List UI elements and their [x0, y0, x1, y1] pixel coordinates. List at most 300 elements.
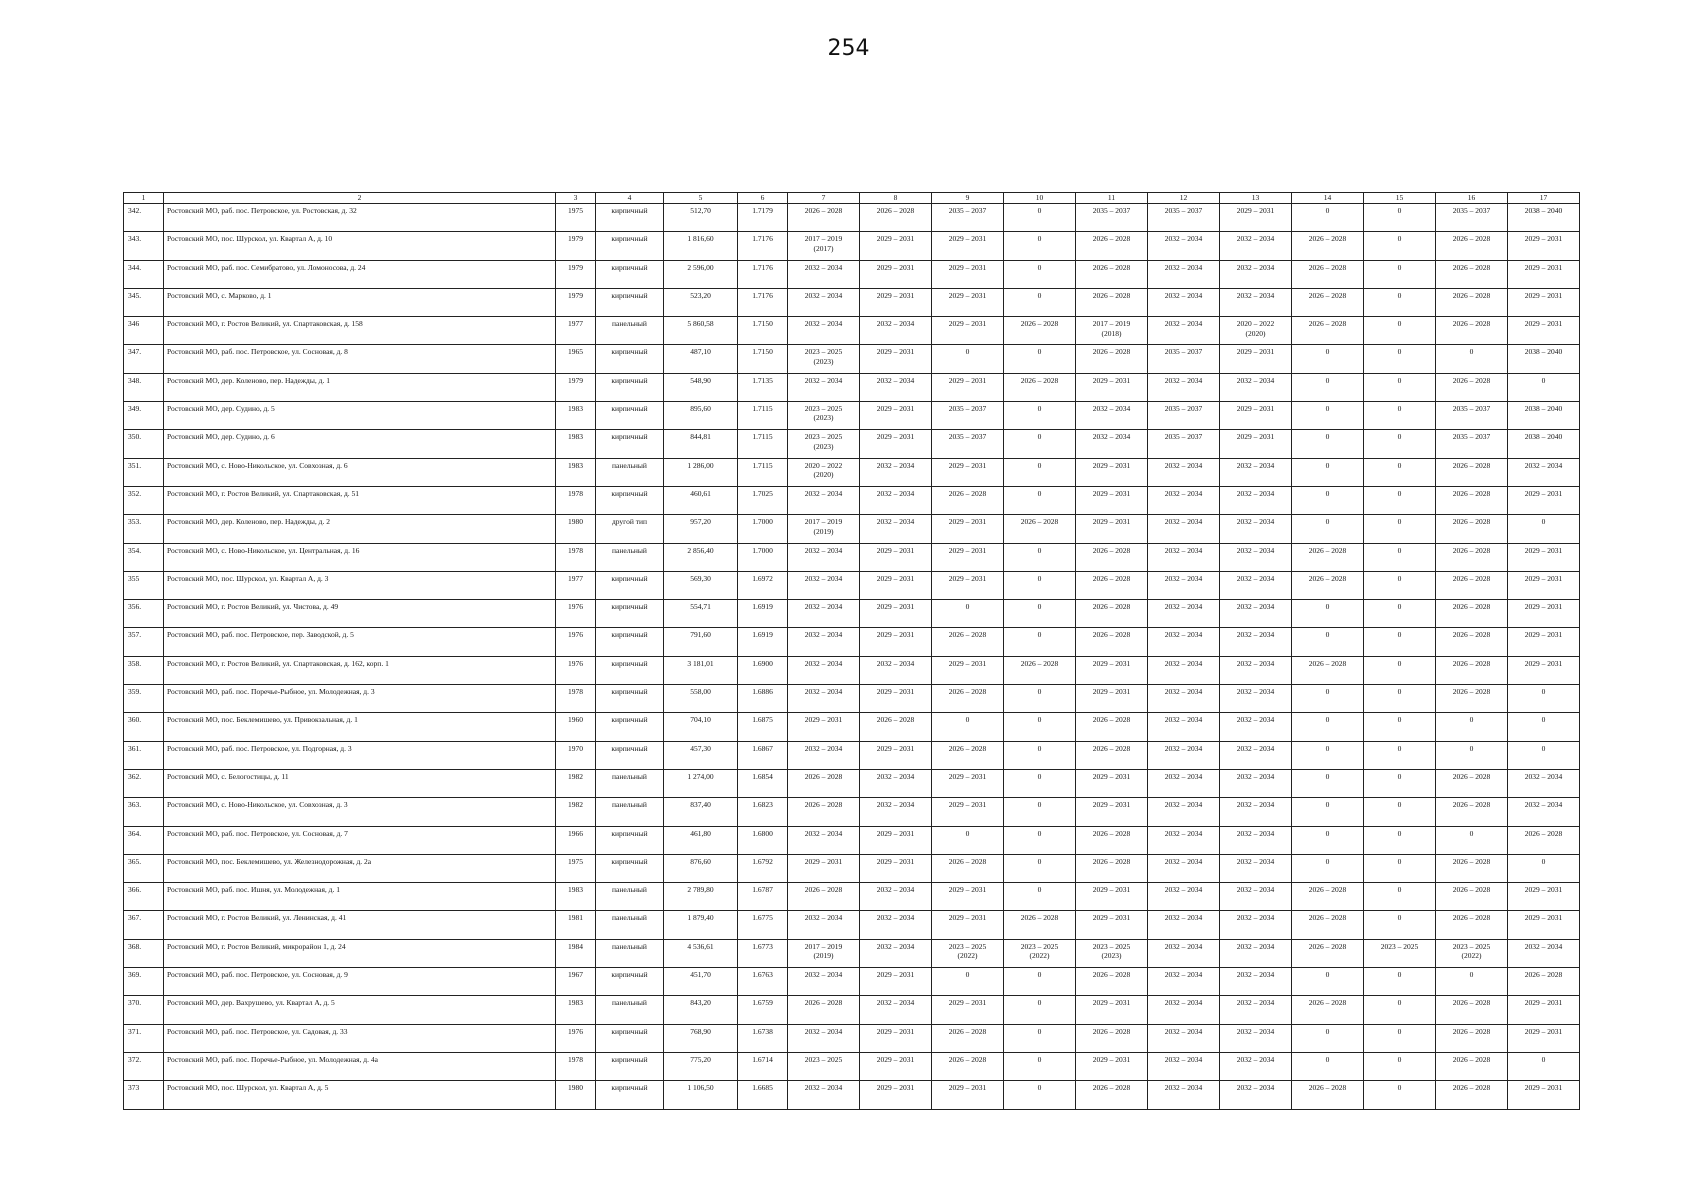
cell-col-6: 1.7176 — [738, 288, 788, 316]
cell-col-10: 0 — [1004, 628, 1076, 656]
cell-col-2: Ростовский МО, г. Ростов Великий, микрорайон 1, д. 24 — [164, 939, 556, 967]
cell-col-10: 0 — [1004, 798, 1076, 826]
cell-col-16: 2026 – 2028 — [1436, 685, 1508, 713]
table-row — [124, 543, 1580, 571]
cell-col-8: 2029 – 2031 — [860, 288, 932, 316]
cell-col-16: 2026 – 2028 — [1436, 373, 1508, 401]
cell-col-12: 2032 – 2034 — [1148, 317, 1220, 345]
cell-col-6: 1.6775 — [738, 911, 788, 939]
table-row — [124, 430, 1580, 458]
cell-col-2: Ростовский МО, с. Ново-Никольское, ул. Совхозная, д. 3 — [164, 798, 556, 826]
cell-col-8: 2032 – 2034 — [860, 373, 932, 401]
cell-col-5: 558,00 — [664, 685, 738, 713]
cell-col-10: 0 — [1004, 345, 1076, 373]
cell-col-7: 2023 – 2025 (2023) — [788, 402, 860, 430]
cell-col-6: 1.6792 — [738, 854, 788, 882]
cell-col-15: 0 — [1364, 260, 1436, 288]
cell-col-12: 2032 – 2034 — [1148, 656, 1220, 684]
cell-col-6: 1.6972 — [738, 571, 788, 599]
cell-col-8: 2032 – 2034 — [860, 317, 932, 345]
cell-col-14: 2026 – 2028 — [1292, 571, 1364, 599]
cell-col-7: 2023 – 2025 — [788, 1052, 860, 1080]
cell-col-2: Ростовский МО, раб. пос. Петровское, ул. Сосновая, д. 7 — [164, 826, 556, 854]
cell-col-3: 1979 — [556, 260, 596, 288]
cell-col-2: Ростовский МО, с. Белогостицы, д. 11 — [164, 769, 556, 797]
cell-col-12: 2032 – 2034 — [1148, 854, 1220, 882]
cell-col-2: Ростовский МО, раб. пос. Поречье-Рыбное, ул. Молодежная, д. 3 — [164, 685, 556, 713]
cell-col-10: 2026 – 2028 — [1004, 515, 1076, 543]
cell-col-8: 2029 – 2031 — [860, 628, 932, 656]
cell-col-10: 0 — [1004, 741, 1076, 769]
cell-col-15: 0 — [1364, 628, 1436, 656]
cell-col-11: 2029 – 2031 — [1076, 1052, 1148, 1080]
header-col-10: 10 — [1004, 193, 1076, 204]
cell-col-8: 2026 – 2028 — [860, 713, 932, 741]
cell-col-7: 2032 – 2034 — [788, 826, 860, 854]
cell-col-15: 0 — [1364, 741, 1436, 769]
cell-col-17: 2029 – 2031 — [1508, 883, 1580, 911]
cell-col-14: 0 — [1292, 769, 1364, 797]
cell-col-13: 2032 – 2034 — [1220, 1024, 1292, 1052]
cell-col-12: 2035 – 2037 — [1148, 204, 1220, 232]
cell-col-7: 2032 – 2034 — [788, 260, 860, 288]
cell-col-10: 0 — [1004, 288, 1076, 316]
cell-col-11: 2026 – 2028 — [1076, 288, 1148, 316]
cell-col-15: 0 — [1364, 769, 1436, 797]
header-col-5: 5 — [664, 193, 738, 204]
cell-col-13: 2032 – 2034 — [1220, 713, 1292, 741]
cell-col-8: 2029 – 2031 — [860, 260, 932, 288]
cell-col-13: 2032 – 2034 — [1220, 769, 1292, 797]
cell-col-4: кирпичный — [596, 854, 664, 882]
page-number: 254 — [827, 36, 870, 61]
cell-col-1: 357. — [124, 628, 164, 656]
cell-col-10: 0 — [1004, 430, 1076, 458]
cell-col-13: 2032 – 2034 — [1220, 883, 1292, 911]
cell-col-11: 2029 – 2031 — [1076, 515, 1148, 543]
cell-col-1: 358. — [124, 656, 164, 684]
cell-col-2: Ростовский МО, пос. Шурскол, ул. Квартал А, д. 10 — [164, 232, 556, 260]
cell-col-5: 1 274,00 — [664, 769, 738, 797]
table-row — [124, 741, 1580, 769]
cell-col-17: 2029 – 2031 — [1508, 571, 1580, 599]
cell-col-15: 0 — [1364, 515, 1436, 543]
cell-col-15: 0 — [1364, 685, 1436, 713]
cell-col-10: 0 — [1004, 1052, 1076, 1080]
cell-col-12: 2032 – 2034 — [1148, 458, 1220, 486]
cell-col-15: 0 — [1364, 486, 1436, 514]
cell-col-3: 1975 — [556, 204, 596, 232]
cell-col-4: кирпичный — [596, 600, 664, 628]
cell-col-11: 2026 – 2028 — [1076, 600, 1148, 628]
cell-col-1: 367. — [124, 911, 164, 939]
cell-col-1: 370. — [124, 996, 164, 1024]
cell-col-17: 2029 – 2031 — [1508, 911, 1580, 939]
cell-col-2: Ростовский МО, с. Марково, д. 1 — [164, 288, 556, 316]
cell-col-15: 0 — [1364, 656, 1436, 684]
cell-col-5: 957,20 — [664, 515, 738, 543]
cell-col-12: 2032 – 2034 — [1148, 571, 1220, 599]
cell-col-9: 2026 – 2028 — [932, 1024, 1004, 1052]
cell-col-16: 2026 – 2028 — [1436, 656, 1508, 684]
cell-col-1: 350. — [124, 430, 164, 458]
header-col-12: 12 — [1148, 193, 1220, 204]
cell-col-3: 1977 — [556, 571, 596, 599]
cell-col-13: 2032 – 2034 — [1220, 656, 1292, 684]
cell-col-10: 2026 – 2028 — [1004, 911, 1076, 939]
table-row — [124, 458, 1580, 486]
cell-col-1: 346 — [124, 317, 164, 345]
cell-col-13: 2032 – 2034 — [1220, 911, 1292, 939]
cell-col-12: 2032 – 2034 — [1148, 1024, 1220, 1052]
cell-col-10: 0 — [1004, 996, 1076, 1024]
cell-col-10: 0 — [1004, 204, 1076, 232]
cell-col-8: 2029 – 2031 — [860, 430, 932, 458]
cell-col-4: кирпичный — [596, 373, 664, 401]
cell-col-10: 0 — [1004, 685, 1076, 713]
cell-col-9: 0 — [932, 826, 1004, 854]
cell-col-5: 895,60 — [664, 402, 738, 430]
cell-col-7: 2032 – 2034 — [788, 968, 860, 996]
cell-col-5: 704,10 — [664, 713, 738, 741]
cell-col-14: 2026 – 2028 — [1292, 232, 1364, 260]
cell-col-12: 2032 – 2034 — [1148, 515, 1220, 543]
cell-col-11: 2026 – 2028 — [1076, 232, 1148, 260]
cell-col-2: Ростовский МО, раб. пос. Петровское, ул. Сосновая, д. 9 — [164, 968, 556, 996]
cell-col-13: 2032 – 2034 — [1220, 628, 1292, 656]
cell-col-8: 2032 – 2034 — [860, 996, 932, 1024]
cell-col-3: 1976 — [556, 600, 596, 628]
cell-col-15: 0 — [1364, 402, 1436, 430]
cell-col-12: 2032 – 2034 — [1148, 769, 1220, 797]
cell-col-3: 1980 — [556, 515, 596, 543]
cell-col-16: 0 — [1436, 713, 1508, 741]
cell-col-3: 1967 — [556, 968, 596, 996]
cell-col-8: 2032 – 2034 — [860, 939, 932, 967]
cell-col-9: 2029 – 2031 — [932, 996, 1004, 1024]
cell-col-7: 2026 – 2028 — [788, 883, 860, 911]
cell-col-4: кирпичный — [596, 826, 664, 854]
cell-col-12: 2032 – 2034 — [1148, 939, 1220, 967]
cell-col-13: 2032 – 2034 — [1220, 373, 1292, 401]
cell-col-9: 2026 – 2028 — [932, 486, 1004, 514]
cell-col-6: 1.7115 — [738, 430, 788, 458]
cell-col-17: 2026 – 2028 — [1508, 968, 1580, 996]
cell-col-8: 2029 – 2031 — [860, 232, 932, 260]
cell-col-5: 843,20 — [664, 996, 738, 1024]
table-row — [124, 1081, 1580, 1109]
cell-col-4: панельный — [596, 769, 664, 797]
cell-col-14: 0 — [1292, 741, 1364, 769]
cell-col-12: 2032 – 2034 — [1148, 798, 1220, 826]
cell-col-2: Ростовский МО, дер. Коленово, пер. Надежды, д. 1 — [164, 373, 556, 401]
cell-col-16: 2026 – 2028 — [1436, 486, 1508, 514]
cell-col-1: 365. — [124, 854, 164, 882]
cell-col-17: 2032 – 2034 — [1508, 939, 1580, 967]
cell-col-1: 352. — [124, 486, 164, 514]
cell-col-3: 1983 — [556, 883, 596, 911]
header-col-14: 14 — [1292, 193, 1364, 204]
cell-col-7: 2023 – 2025 (2023) — [788, 345, 860, 373]
cell-col-8: 2029 – 2031 — [860, 854, 932, 882]
cell-col-6: 1.6763 — [738, 968, 788, 996]
cell-col-7: 2017 – 2019 (2017) — [788, 232, 860, 260]
cell-col-17: 2026 – 2028 — [1508, 826, 1580, 854]
table-row — [124, 1052, 1580, 1080]
cell-col-13: 2032 – 2034 — [1220, 232, 1292, 260]
cell-col-8: 2032 – 2034 — [860, 911, 932, 939]
cell-col-16: 2026 – 2028 — [1436, 458, 1508, 486]
cell-col-3: 1979 — [556, 288, 596, 316]
cell-col-4: кирпичный — [596, 741, 664, 769]
cell-col-15: 0 — [1364, 1052, 1436, 1080]
cell-col-5: 844,81 — [664, 430, 738, 458]
cell-col-4: панельный — [596, 317, 664, 345]
cell-col-2: Ростовский МО, пос. Шурскол, ул. Квартал А, д. 5 — [164, 1081, 556, 1109]
cell-col-6: 1.6800 — [738, 826, 788, 854]
cell-col-4: панельный — [596, 939, 664, 967]
cell-col-7: 2032 – 2034 — [788, 600, 860, 628]
cell-col-6: 1.7176 — [738, 260, 788, 288]
cell-col-7: 2020 – 2022 (2020) — [788, 458, 860, 486]
cell-col-9: 2035 – 2037 — [932, 402, 1004, 430]
cell-col-13: 2032 – 2034 — [1220, 600, 1292, 628]
cell-col-3: 1978 — [556, 486, 596, 514]
cell-col-17: 2029 – 2031 — [1508, 317, 1580, 345]
cell-col-4: кирпичный — [596, 571, 664, 599]
cell-col-2: Ростовский МО, дер. Судино, д. 5 — [164, 402, 556, 430]
cell-col-7: 2032 – 2034 — [788, 1024, 860, 1052]
cell-col-5: 5 860,58 — [664, 317, 738, 345]
cell-col-6: 1.6714 — [738, 1052, 788, 1080]
cell-col-3: 1965 — [556, 345, 596, 373]
cell-col-16: 2026 – 2028 — [1436, 232, 1508, 260]
cell-col-9: 2026 – 2028 — [932, 1052, 1004, 1080]
cell-col-8: 2029 – 2031 — [860, 345, 932, 373]
cell-col-14: 0 — [1292, 600, 1364, 628]
cell-col-17: 2029 – 2031 — [1508, 1081, 1580, 1109]
cell-col-16: 2026 – 2028 — [1436, 1052, 1508, 1080]
cell-col-11: 2029 – 2031 — [1076, 883, 1148, 911]
cell-col-5: 837,40 — [664, 798, 738, 826]
cell-col-3: 1984 — [556, 939, 596, 967]
cell-col-15: 0 — [1364, 996, 1436, 1024]
cell-col-9: 2026 – 2028 — [932, 741, 1004, 769]
table-row — [124, 1024, 1580, 1052]
cell-col-2: Ростовский МО, раб. пос. Петровское, ул. Ростовская, д. 32 — [164, 204, 556, 232]
header-col-16: 16 — [1436, 193, 1508, 204]
cell-col-17: 2029 – 2031 — [1508, 543, 1580, 571]
cell-col-11: 2023 – 2025 (2023) — [1076, 939, 1148, 967]
cell-col-3: 1982 — [556, 798, 596, 826]
cell-col-6: 1.6773 — [738, 939, 788, 967]
cell-col-10: 0 — [1004, 232, 1076, 260]
cell-col-5: 1 286,00 — [664, 458, 738, 486]
cell-col-8: 2032 – 2034 — [860, 798, 932, 826]
cell-col-8: 2029 – 2031 — [860, 741, 932, 769]
cell-col-13: 2032 – 2034 — [1220, 1052, 1292, 1080]
cell-col-5: 791,60 — [664, 628, 738, 656]
cell-col-2: Ростовский МО, пос. Беклемишево, ул. Привокзальная, д. 1 — [164, 713, 556, 741]
cell-col-8: 2032 – 2034 — [860, 656, 932, 684]
cell-col-11: 2029 – 2031 — [1076, 486, 1148, 514]
cell-col-12: 2032 – 2034 — [1148, 741, 1220, 769]
cell-col-3: 1983 — [556, 430, 596, 458]
cell-col-4: кирпичный — [596, 1081, 664, 1109]
cell-col-9: 2029 – 2031 — [932, 911, 1004, 939]
cell-col-7: 2032 – 2034 — [788, 543, 860, 571]
cell-col-1: 363. — [124, 798, 164, 826]
cell-col-14: 0 — [1292, 486, 1364, 514]
cell-col-8: 2032 – 2034 — [860, 486, 932, 514]
header-col-9: 9 — [932, 193, 1004, 204]
cell-col-17: 2029 – 2031 — [1508, 1024, 1580, 1052]
cell-col-4: другой тип — [596, 515, 664, 543]
cell-col-10: 2023 – 2025 (2022) — [1004, 939, 1076, 967]
cell-col-16: 2035 – 2037 — [1436, 204, 1508, 232]
cell-col-7: 2017 – 2019 (2019) — [788, 515, 860, 543]
cell-col-17: 0 — [1508, 685, 1580, 713]
cell-col-11: 2026 – 2028 — [1076, 713, 1148, 741]
cell-col-17: 2032 – 2034 — [1508, 458, 1580, 486]
header-col-2: 2 — [164, 193, 556, 204]
cell-col-7: 2023 – 2025 (2023) — [788, 430, 860, 458]
cell-col-9: 2029 – 2031 — [932, 458, 1004, 486]
cell-col-4: кирпичный — [596, 486, 664, 514]
cell-col-13: 2032 – 2034 — [1220, 685, 1292, 713]
cell-col-5: 1 816,60 — [664, 232, 738, 260]
cell-col-11: 2026 – 2028 — [1076, 826, 1148, 854]
cell-col-16: 2026 – 2028 — [1436, 769, 1508, 797]
table-row — [124, 260, 1580, 288]
cell-col-14: 0 — [1292, 402, 1364, 430]
housing-table — [123, 192, 1580, 1110]
cell-col-7: 2032 – 2034 — [788, 571, 860, 599]
cell-col-2: Ростовский МО, г. Ростов Великий, ул. Ленинская, д. 41 — [164, 911, 556, 939]
cell-col-11: 2029 – 2031 — [1076, 996, 1148, 1024]
cell-col-3: 1975 — [556, 854, 596, 882]
cell-col-4: кирпичный — [596, 232, 664, 260]
cell-col-3: 1978 — [556, 685, 596, 713]
cell-col-17: 2032 – 2034 — [1508, 798, 1580, 826]
cell-col-14: 2026 – 2028 — [1292, 543, 1364, 571]
cell-col-4: кирпичный — [596, 713, 664, 741]
cell-col-1: 368. — [124, 939, 164, 967]
cell-col-9: 2029 – 2031 — [932, 543, 1004, 571]
cell-col-7: 2017 – 2019 (2019) — [788, 939, 860, 967]
cell-col-14: 0 — [1292, 373, 1364, 401]
cell-col-17: 2038 – 2040 — [1508, 345, 1580, 373]
cell-col-11: 2026 – 2028 — [1076, 628, 1148, 656]
cell-col-14: 0 — [1292, 345, 1364, 373]
cell-col-12: 2032 – 2034 — [1148, 600, 1220, 628]
cell-col-10: 0 — [1004, 571, 1076, 599]
cell-col-12: 2032 – 2034 — [1148, 685, 1220, 713]
cell-col-5: 2 856,40 — [664, 543, 738, 571]
cell-col-15: 0 — [1364, 430, 1436, 458]
cell-col-4: панельный — [596, 543, 664, 571]
cell-col-11: 2029 – 2031 — [1076, 685, 1148, 713]
cell-col-6: 1.7150 — [738, 317, 788, 345]
cell-col-6: 1.7115 — [738, 458, 788, 486]
table-row — [124, 317, 1580, 345]
cell-col-3: 1977 — [556, 317, 596, 345]
cell-col-3: 1976 — [556, 628, 596, 656]
cell-col-7: 2032 – 2034 — [788, 741, 860, 769]
table-row — [124, 288, 1580, 316]
cell-col-1: 373 — [124, 1081, 164, 1109]
cell-col-1: 353. — [124, 515, 164, 543]
cell-col-3: 1960 — [556, 713, 596, 741]
table-row — [124, 939, 1580, 967]
cell-col-6: 1.7025 — [738, 486, 788, 514]
cell-col-2: Ростовский МО, пос. Шурскол, ул. Квартал А, д. 3 — [164, 571, 556, 599]
header-col-8: 8 — [860, 193, 932, 204]
cell-col-14: 0 — [1292, 515, 1364, 543]
cell-col-9: 2035 – 2037 — [932, 204, 1004, 232]
table-row — [124, 232, 1580, 260]
cell-col-14: 0 — [1292, 430, 1364, 458]
cell-col-11: 2026 – 2028 — [1076, 543, 1148, 571]
cell-col-9: 0 — [932, 345, 1004, 373]
cell-col-2: Ростовский МО, раб. пос. Ишня, ул. Молодежная, д. 1 — [164, 883, 556, 911]
cell-col-4: кирпичный — [596, 260, 664, 288]
cell-col-8: 2029 – 2031 — [860, 1081, 932, 1109]
cell-col-14: 0 — [1292, 628, 1364, 656]
cell-col-3: 1983 — [556, 402, 596, 430]
cell-col-17: 2038 – 2040 — [1508, 430, 1580, 458]
cell-col-17: 2038 – 2040 — [1508, 402, 1580, 430]
cell-col-11: 2035 – 2037 — [1076, 204, 1148, 232]
cell-col-1: 361. — [124, 741, 164, 769]
cell-col-13: 2032 – 2034 — [1220, 1081, 1292, 1109]
cell-col-12: 2032 – 2034 — [1148, 1081, 1220, 1109]
cell-col-15: 0 — [1364, 911, 1436, 939]
cell-col-8: 2032 – 2034 — [860, 515, 932, 543]
cell-col-9: 2029 – 2031 — [932, 571, 1004, 599]
cell-col-12: 2032 – 2034 — [1148, 713, 1220, 741]
cell-col-6: 1.6886 — [738, 685, 788, 713]
cell-col-2: Ростовский МО, дер. Коленово, пер. Надежды, д. 2 — [164, 515, 556, 543]
cell-col-15: 0 — [1364, 571, 1436, 599]
cell-col-6: 1.6854 — [738, 769, 788, 797]
cell-col-1: 345. — [124, 288, 164, 316]
cell-col-6: 1.7000 — [738, 543, 788, 571]
cell-col-16: 2026 – 2028 — [1436, 628, 1508, 656]
table-row — [124, 685, 1580, 713]
cell-col-7: 2026 – 2028 — [788, 204, 860, 232]
cell-col-6: 1.7150 — [738, 345, 788, 373]
cell-col-17: 2029 – 2031 — [1508, 260, 1580, 288]
cell-col-10: 0 — [1004, 968, 1076, 996]
cell-col-16: 2026 – 2028 — [1436, 911, 1508, 939]
cell-col-12: 2032 – 2034 — [1148, 883, 1220, 911]
cell-col-15: 0 — [1364, 232, 1436, 260]
cell-col-1: 369. — [124, 968, 164, 996]
cell-col-16: 2026 – 2028 — [1436, 288, 1508, 316]
cell-col-11: 2017 – 2019 (2018) — [1076, 317, 1148, 345]
cell-col-3: 1978 — [556, 543, 596, 571]
cell-col-12: 2032 – 2034 — [1148, 486, 1220, 514]
cell-col-12: 2032 – 2034 — [1148, 260, 1220, 288]
cell-col-9: 2029 – 2031 — [932, 260, 1004, 288]
cell-col-4: кирпичный — [596, 345, 664, 373]
cell-col-4: кирпичный — [596, 204, 664, 232]
cell-col-2: Ростовский МО, г. Ростов Великий, ул. Спартаковская, д. 158 — [164, 317, 556, 345]
cell-col-14: 2026 – 2028 — [1292, 317, 1364, 345]
cell-col-15: 0 — [1364, 1081, 1436, 1109]
cell-col-16: 2026 – 2028 — [1436, 600, 1508, 628]
